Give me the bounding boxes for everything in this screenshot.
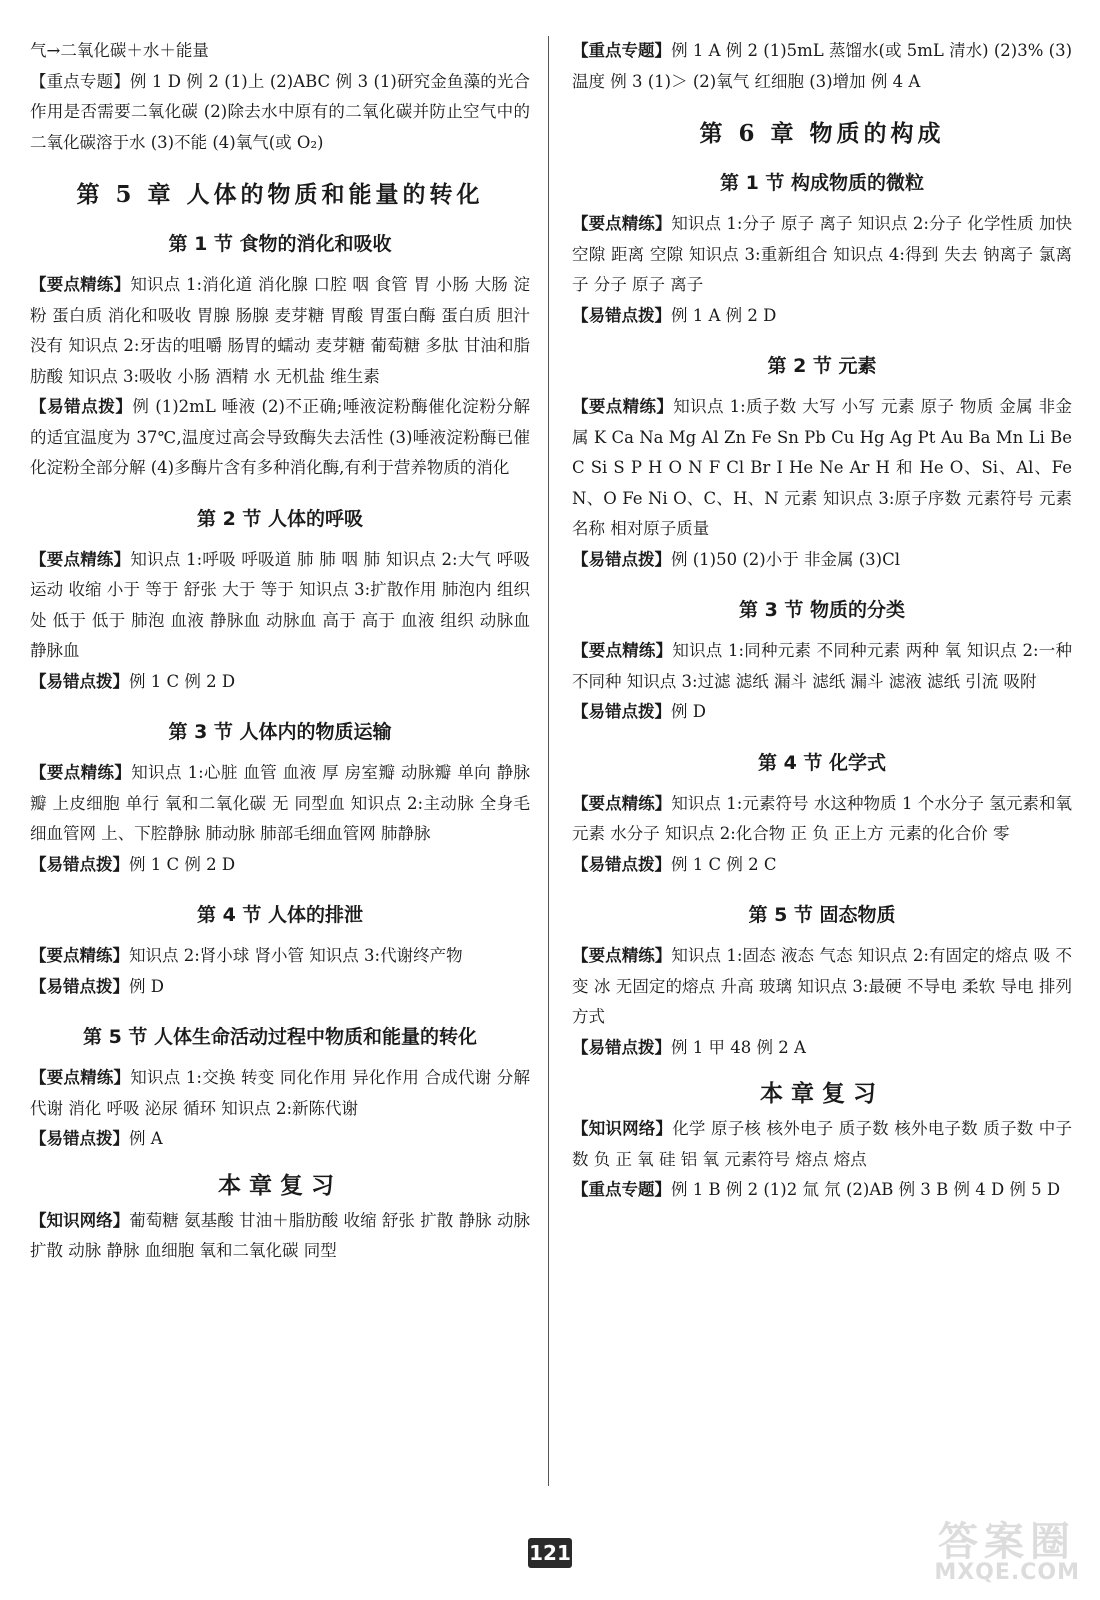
section-5-4-title: 第 4 节 人体的排泄 — [196, 904, 364, 926]
answer-text: 知识点 1:心脏 血管 血液 厚 房室瓣 动脉瓣 单向 静脉瓣 上皮细胞 单行 氧和二氧化碳 无 同型血 知识点 2:主动脉 全身毛细血管网 上、下腔静脉 肺动脉 肺部毛细血管网 肺静脉 — [30, 763, 530, 843]
section-6-5-errors — [572, 1033, 1072, 1064]
section-5-3-title: 第 3 节 人体内的物质运输 — [168, 721, 392, 743]
prev-answer-block: 【重点专题】例 1 D 例 2 (1)上 (2)ABC 例 3 (1)研究金鱼藻的光合作用是否需要二氧化碳 (2)除去水中原有的二氧化碳并防止空气中的二氧化碳溶于水 (3)不能 (4)氧气(或 O₂) — [30, 71, 530, 152]
section-5-5-errors — [30, 1124, 530, 1155]
block-tag: 【易错点拨】 — [572, 549, 671, 569]
section-6-4-key-points — [572, 789, 1072, 850]
section-5-5-key-points — [30, 1063, 530, 1124]
section-5-2-title: 第 2 节 人体的呼吸 — [196, 507, 364, 530]
answer-text: 知识点 1:呼吸 呼吸道 肺 肺 咽 肺 知识点 2:大气 呼吸运动 收缩 小于 等于 舒张 大于 等于 知识点 3:扩散作用 肺泡内 组织处 低于 低于 肺泡 血液 静脉血 动脉血 高于 高于 血液 组织 动脉血 静脉血 — [30, 549, 530, 660]
block-tag: 【要点精练】 — [30, 946, 129, 965]
chapter-6-title: 第 6 章 物质的构成 — [699, 120, 945, 147]
section-6-1-title: 第 1 节 构成物质的微粒 — [719, 172, 925, 194]
chapter-5-title: 第 5 章 人体的物质和能量的转化 — [76, 181, 484, 208]
section-5-1-title: 第 1 节 食物的消化和吸收 — [168, 233, 392, 255]
block-tag: 【易错点拨】 — [30, 671, 129, 691]
right-column — [572, 36, 1072, 1206]
chapter-5-review-title: 本章复习 — [218, 1171, 342, 1199]
answer-text: 例 D — [129, 976, 164, 996]
answer-text: 例 A — [129, 1129, 163, 1148]
section-6-5-key-points — [572, 941, 1072, 1033]
answer-text: 例 1 B 例 2 (1)2 氚 氘 (2)AB 例 3 B 例 4 D 例 5 D — [671, 1180, 1061, 1199]
prev-key-topics — [572, 36, 1072, 97]
answer-text: 化学 原子核 核外电子 质子数 核外电子数 质子数 中子数 负 正 氧 硅 铝 氧 元素符号 熔点 熔点 — [572, 1119, 1072, 1169]
section-6-3-errors — [572, 697, 1072, 728]
answer-text: 葡萄糖 氨基酸 甘油＋脂肪酸 收缩 舒张 扩散 静脉 动脉 扩散 动脉 静脉 血细胞 氧和二氧化碳 同型 — [30, 1210, 531, 1260]
answer-text: 知识点 1:分子 原子 离子 知识点 2:分子 化学性质 加快 空隙 距离 空隙 知识点 3:重新组合 知识点 4:得到 失去 钠离子 氯离子 分子 原子 离子 — [572, 214, 1073, 294]
answer-text: 例 1 C 例 2 D — [129, 671, 236, 691]
section-5-3-key-points — [30, 758, 530, 850]
block-tag: 【要点精练】 — [572, 946, 672, 965]
answer-text: 知识点 1:同种元素 不同种元素 两种 氧 知识点 2:一种 不同种 知识点 3:过滤 滤纸 漏斗 滤纸 漏斗 滤液 滤纸 引流 吸附 — [572, 641, 1073, 691]
answer-text: 例 1 C 例 2 C — [671, 854, 777, 874]
section-6-4-title: 第 4 节 化学式 — [757, 751, 887, 774]
block-tag: 【易错点拨】 — [30, 976, 129, 996]
section-5-1-errors — [30, 392, 530, 484]
block-tag: 【易错点拨】 — [572, 854, 671, 874]
chapter-6-review-key-topics — [572, 1175, 1072, 1206]
block-tag: 【要点精练】 — [572, 641, 673, 660]
section-5-4-key-points — [30, 941, 530, 972]
block-tag: 【要点精练】 — [30, 1068, 131, 1087]
answer-text: 例 D — [671, 702, 706, 721]
section-6-3-key-points — [572, 636, 1072, 697]
column-divider — [548, 36, 549, 1486]
block-tag: 【要点精练】 — [30, 763, 132, 782]
answer-text: 例 (1)50 (2)小于 非金属 (3)Cl — [671, 549, 900, 569]
answer-text: 知识点 1:元素符号 水这种物质 1 个水分子 氢元素和氧元素 水分子 知识点 2:化合物 正 负 正上方 元素的化合价 零 — [572, 793, 1073, 843]
answer-text: 知识点 1:交换 转变 同化作用 异化作用 合成代谢 分解代谢 消化 呼吸 泌尿 循环 知识点 2:新陈代谢 — [30, 1068, 531, 1118]
answer-text: 例 1 A 例 2 (1)5mL 蒸馏水(或 5mL 清水) (2)3% (3)温度 例 3 (1)＞ (2)氧气 红细胞 (3)增加 例 4 A — [572, 41, 1073, 91]
watermark-url: MXQE.COM — [934, 1560, 1080, 1585]
chapter-6-review-title: 本章复习 — [760, 1080, 884, 1107]
block-tag: 【要点精练】 — [572, 793, 672, 813]
section-6-3-title: 第 3 节 物质的分类 — [738, 599, 906, 621]
block-tag: 【重点专题】 — [572, 41, 672, 60]
block-tag: 【易错点拨】 — [30, 1129, 129, 1148]
block-tag: 【易错点拨】 — [30, 854, 129, 874]
answer-text: 知识点 1:消化道 消化腺 口腔 咽 食管 胃 小肠 大肠 淀粉 蛋白质 消化和吸收 胃腺 肠腺 麦芽糖 胃酸 胃蛋白酶 蛋白质 胆汁 没有 知识点 2:牙齿的咀嚼 肠胃的蠕动 麦芽糖 葡萄糖 多肽 甘油和脂肪酸 知识点 3:吸收 小肠 酒精 水 无机盐 维生素 — [30, 275, 530, 386]
chapter-5-review-network — [30, 1206, 530, 1267]
block-tag: 【要点精练】 — [30, 549, 131, 569]
section-5-2-key-points — [30, 545, 530, 667]
block-tag: 【易错点拨】 — [572, 702, 671, 721]
section-5-3-errors — [30, 850, 530, 881]
section-6-2-errors — [572, 545, 1072, 576]
answer-text: 知识点 2:肾小球 肾小管 知识点 3:代谢终产物 — [129, 946, 463, 965]
block-tag: 【知识网络】 — [30, 1210, 130, 1230]
section-6-4-errors — [572, 850, 1072, 881]
answer-text: 知识点 1:质子数 大写 小写 元素 原子 物质 金属 非金属 K Ca Na Mg Al Zn Fe Sn Pb Cu Hg Ag Pt Au Ba Mn Li Be C Si S P H O N F Cl Br I He Ne Ar H 和 He O、Si、Al、Fe N、O Fe Ni O、C、H、N 元素 知识点 3:原子序数 元素符号 元素名称 相对原子质量 — [572, 397, 1072, 538]
section-6-1-key-points — [572, 209, 1072, 301]
section-6-1-errors — [572, 301, 1072, 332]
answer-text: 例 (1)2mL 唾液 (2)不正确;唾液淀粉酶催化淀粉分解的适宜温度为 37℃,温度过高会导致酶失去活性 (3)唾液淀粉酶已催化淀粉全部分解 (4)多酶片含有多种消化酶,有利于营养物质的消化 — [30, 397, 531, 477]
section-5-2-errors — [30, 667, 530, 698]
section-6-2-title: 第 2 节 元素 — [767, 355, 877, 377]
answer-text: 例 1 A 例 2 D — [671, 305, 777, 325]
section-6-5-title: 第 5 节 固态物质 — [748, 904, 896, 926]
left-column — [30, 36, 530, 1267]
answer-text: 例 1 C 例 2 D — [129, 854, 236, 874]
block-tag: 【要点精练】 — [30, 275, 131, 294]
section-5-1-key-points — [30, 270, 530, 392]
block-tag: 【知识网络】 — [572, 1119, 673, 1138]
answer-text: 例 1 甲 48 例 2 A — [671, 1037, 806, 1057]
section-5-4-errors — [30, 972, 530, 1003]
section-6-2-key-points — [572, 392, 1072, 545]
page-number: 121 — [528, 1538, 572, 1568]
answer-text: 知识点 1:固态 液态 气态 知识点 2:有固定的熔点 吸 不变 冰 无固定的熔点 升高 玻璃 知识点 3:最硬 不导电 柔软 导电 排列方式 — [572, 946, 1073, 1026]
watermark-logo — [890, 1510, 1086, 1592]
block-tag: 【易错点拨】 — [572, 305, 671, 325]
block-tag: 【易错点拨】 — [572, 1037, 671, 1057]
chapter-6-review-network — [572, 1114, 1072, 1175]
block-tag: 【重点专题】 — [572, 1180, 671, 1199]
block-tag: 【要点精练】 — [572, 397, 674, 416]
block-tag: 【要点精练】 — [572, 214, 672, 233]
prev-answer-line: 气→二氧化碳＋水＋能量 — [30, 41, 209, 60]
watermark-text: 答案圈 — [938, 1519, 1076, 1565]
block-tag: 【易错点拨】 — [30, 397, 133, 416]
section-5-5-title: 第 5 节 人体生命活动过程中物质和能量的转化 — [82, 1026, 478, 1048]
